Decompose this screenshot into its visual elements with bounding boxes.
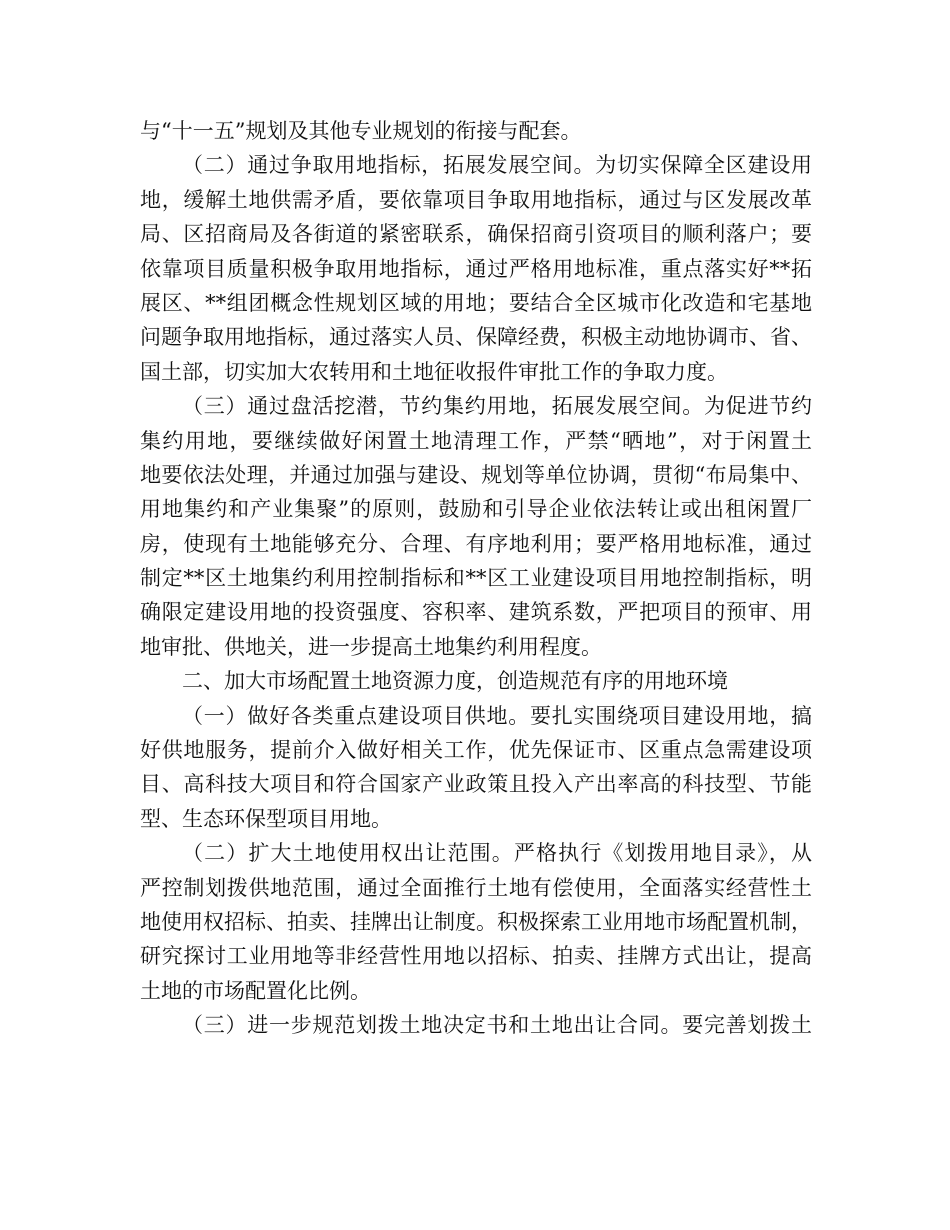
text-line: 地要依法处理，并通过加强与建设、规划等单位协调，贯彻“布局集中、	[140, 462, 812, 487]
text-line: 二、加大市场配置土地资源力度，创造规范有序的用地环境	[182, 669, 728, 694]
text-line: （二）扩大土地使用权出让范围。严格执行《划拨用地目录》，从	[182, 841, 812, 866]
text-line: （三）通过盘活挖潜，节约集约用地，拓展发展空间。为促进节约	[182, 394, 812, 419]
text-line: （二）通过争取用地指标，拓展发展空间。为切实保障全区建设用	[182, 153, 812, 178]
text-line: 国土部，切实加大农转用和土地征收报件审批工作的争取力度。	[140, 359, 728, 384]
text-line: 土地的市场配置化比例。	[140, 978, 371, 1003]
text-line: 确限定建设用地的投资强度、容积率、建筑系数，严把项目的预审、用	[140, 600, 812, 625]
text-line: （三）进一步规范划拨土地决定书和土地出让合同。要完善划拨土	[182, 1013, 812, 1038]
text-line: 制定**区土地集约利用控制指标和**区工业建设项目用地控制指标，明	[140, 566, 812, 591]
text-line: 地，缓解土地供需矛盾，要依靠项目争取用地指标，通过与区发展改革	[140, 187, 812, 212]
text-line: 集约用地，要继续做好闲置土地清理工作，严禁“晒地”，对于闲置土	[140, 428, 812, 453]
text-line: 与“十一五”规划及其他专业规划的衔接与配套。	[140, 119, 582, 143]
text-line: 型、生态环保型项目用地。	[140, 806, 392, 831]
text-line: 地使用权招标、拍卖、挂牌出让制度。积极探索工业用地市场配置机制，	[140, 909, 812, 934]
text-line: 目、高科技大项目和符合国家产业政策且投入产出率高的科技型、节能	[140, 772, 812, 797]
text-line: 地审批、供地关，进一步提高土地集约利用程度。	[140, 634, 602, 659]
text-line: 好供地服务，提前介入做好相关工作，优先保证市、区重点急需建设项	[140, 738, 812, 763]
text-line: 用地集约和产业集聚”的原则，鼓励和引导企业依法转让或出租闲置厂	[140, 497, 812, 522]
text-line: 研究探讨工业用地等非经营性用地以招标、拍卖、挂牌方式出让，提高	[140, 944, 812, 969]
text-line: （一）做好各类重点建设项目供地。要扎实围绕项目建设用地，搞	[182, 703, 812, 728]
text-line: 依靠项目质量积极争取用地指标，通过严格用地标准，重点落实好**拓	[140, 256, 812, 281]
text-line: 问题争取用地指标，通过落实人员、保障经费，积极主动地协调市、省、	[140, 325, 812, 350]
text-line: 严控制划拨供地范围，通过全面推行土地有偿使用，全面落实经营性土	[140, 875, 812, 900]
text-line: 展区、**组团概念性规划区域的用地；要结合全区城市化改造和宅基地	[140, 290, 812, 315]
text-line: 局、区招商局及各街道的紧密联系，确保招商引资项目的顺利落户；要	[140, 222, 812, 247]
document-page	[140, 114, 812, 1043]
text-line: 房，使现有土地能够充分、合理、有序地利用；要严格用地标准，通过	[140, 531, 812, 556]
